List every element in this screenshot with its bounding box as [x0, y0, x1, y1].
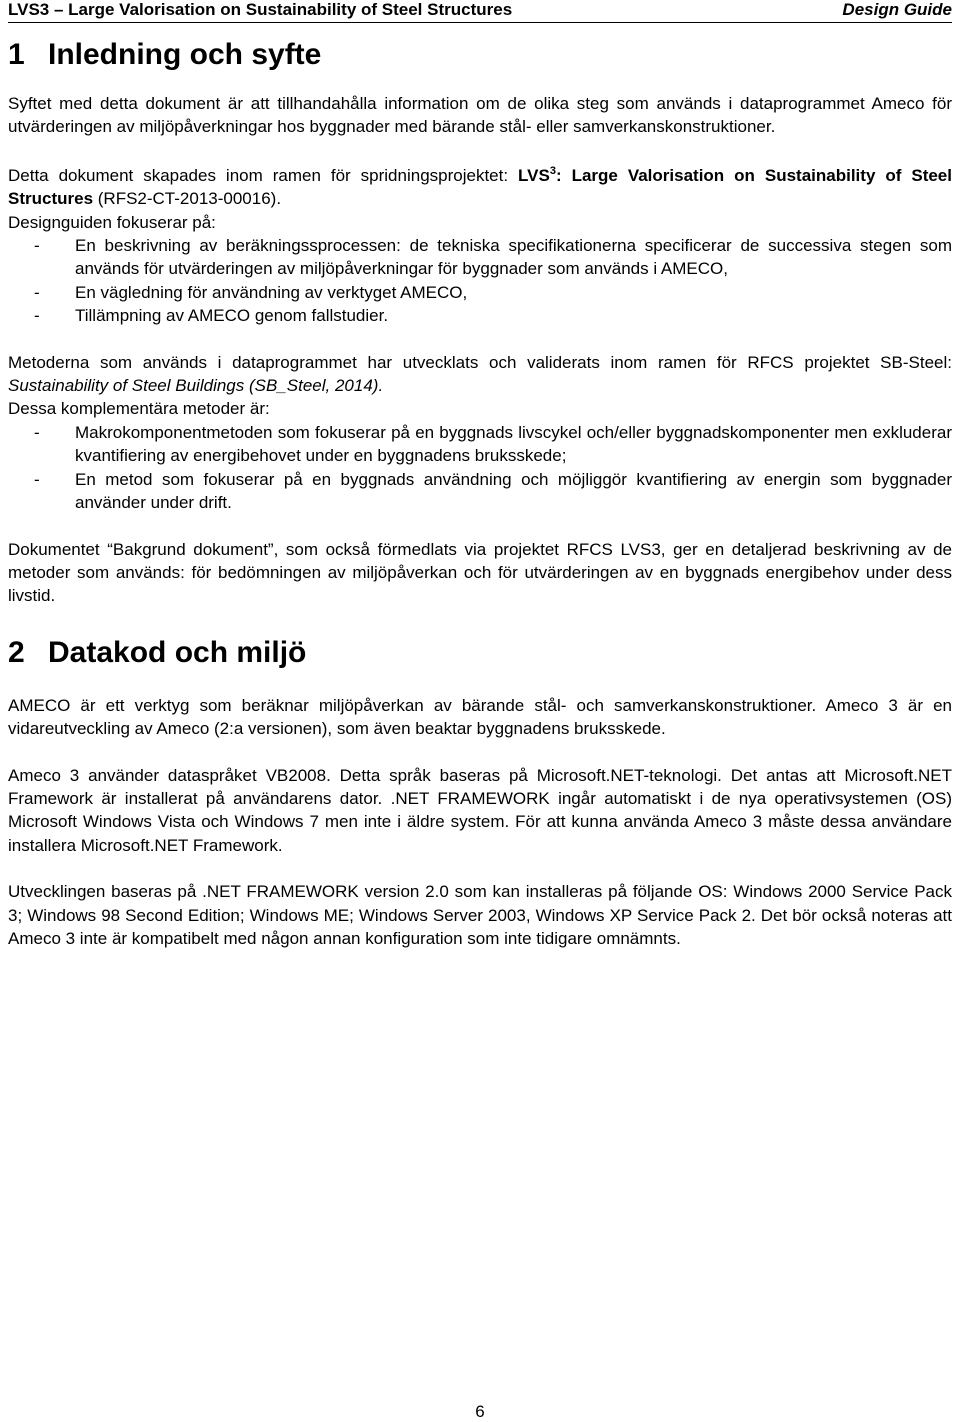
section-1-heading	[8, 32, 952, 78]
list-item: - Tillämpning av AMECO genom fallstudier.	[34, 306, 389, 326]
page-content	[8, 32, 952, 950]
section-1-paragraph-purpose: Syftet med detta dokument är att tillhandahålla information om de olika steg som används i dataprogrammet Ameco för utvärderingen av miljöpåverkningar hos byggnader med bärande stål- eller samverkanskonstruktioner.	[8, 94, 952, 137]
complementary-intro: Dessa komplementära metoder är:	[8, 399, 270, 419]
section-2-paragraph-ameco: AMECO är ett verktyg som beräknar miljöpåverkan av bärande stål- och samverkanskonstruktioner. Ameco 3 är en vidareutveckling av Ameco (2:a versionen), som även beaktar byggnadens bruksskede.	[8, 695, 952, 739]
section-1-paragraph-methods: Metoderna som används i dataprogrammet har utvecklats och validerats inom ramen för RFCS projektet SB-Steel: Sustainability of Steel Buildings (SB_Steel, 2014).	[8, 352, 952, 396]
list-item: - En metod som fokuserar på en byggnads användning och möjliggör kvantifiering av energin som byggnader använder under drift.	[34, 469, 952, 513]
header-title: LVS3 – Large Valorisation on Sustainability of Steel Structures	[8, 0, 513, 19]
project-lvs: LVS	[518, 165, 550, 185]
page-number: 6	[475, 1402, 485, 1421]
focus-intro: Designguiden fokuserar på:	[8, 212, 216, 232]
section-2-paragraph-framework: Utvecklingen baseras på .NET FRAMEWORK version 2.0 som kan installeras på följande OS: Windows 2000 Service Pack 3; Windows 98 Second Edition; Windows ME; Windows Server 2003, Windows XP Service Pack 2. Det bör också noteras att Ameco 3 inte är kompatibelt med någon annan konfiguration som inte tidigare omnämnts.	[8, 882, 952, 948]
methods-list	[8, 421, 952, 515]
project-name: : Large Valorisation on Sustainability of Steel Structures	[8, 165, 952, 209]
section-1-number: 1	[8, 38, 25, 71]
section-2-heading	[8, 630, 952, 676]
list-item: - En vägledning för användning av verktyget AMECO,	[34, 282, 468, 302]
section-2-title: Datakod och miljö	[48, 635, 307, 669]
focus-list	[8, 234, 952, 328]
list-item: - En beskrivning av beräkningssprocessen: de tekniska specifikationerna specificerar de successiva stegen som används för utvärderingen av miljöpåverkningar för byggnader som används i AMECO,	[34, 236, 952, 279]
header-guide-label: Design Guide	[842, 0, 952, 19]
page-header	[8, 0, 952, 23]
list-item: - Makrokomponentmetoden som fokuserar på en byggnads livscykel och/eller byggnadskomponenter men exkluderar kvantifiering av energibehovet under en byggnadens bruksskede;	[34, 422, 952, 466]
project-intro-text: Detta dokument skapades inom ramen för spridningsprojektet:	[8, 165, 519, 185]
section-2-paragraph-vb2008: Ameco 3 använder dataspråket VB2008. Detta språk baseras på Microsoft.NET-teknologi. Det antas att Microsoft.NET Framework är installerat på användarens dator. .NET FRAMEWORK ingår automatiskt i de nya operativsystemen (OS) Microsoft Windows Vista och Windows 7 men inte i äldre system. För att kunna använda Ameco 3 måste dessa användare installera Microsoft.NET Framework.	[8, 765, 952, 855]
project-lvs-superscript: 3	[549, 164, 556, 177]
project-code: (RFS2-CT-2013-00016).	[93, 189, 282, 209]
section-1-paragraph-project	[8, 164, 952, 211]
section-1-title: Inledning och syfte	[48, 38, 322, 71]
section-2-number: 2	[8, 635, 25, 669]
sb-steel-reference: Sustainability of Steel Buildings (SB_Steel, 2014).	[8, 376, 384, 396]
section-1-paragraph-background: Dokumentet “Bakgrund dokument”, som också förmedlats via projektet RFCS LVS3, ger en detaljerad beskrivning av de metoder som används: för bedömningen av miljöpåverkan och för utvärderingen av en byggnads energibehov under dess livstid.	[8, 539, 952, 606]
